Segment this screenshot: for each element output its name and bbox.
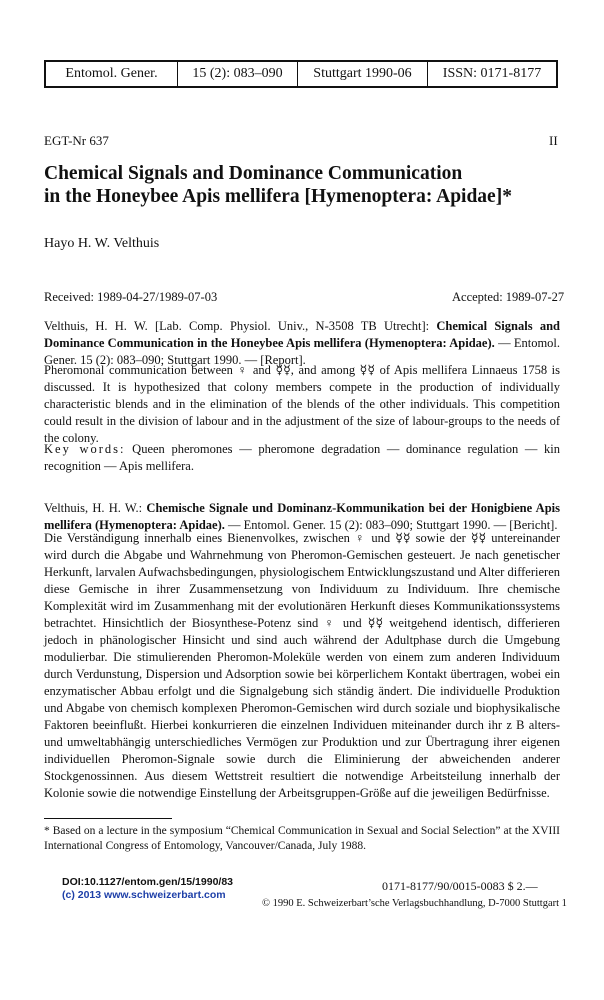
copyright-site-link[interactable]: (c) 2013 www.schweizerbart.com (62, 889, 226, 901)
citation-german (44, 500, 560, 534)
paper-title (44, 162, 564, 208)
publisher-line: © 1990 E. Schweizerbart’sche Verlagsbuchhandlung, D-7000 Stuttgart 1 (262, 898, 567, 909)
keywords (44, 441, 560, 475)
title-line-2: in the Honeybee Apis mellifera [Hymenoptera: Apidae]* (44, 186, 512, 207)
keywords-text: Queen pheromones — pheromone degradation — dominance regulation — kin recognition — Apis mellifera. (44, 442, 560, 473)
doi-link[interactable]: DOI:10.1127/entom.gen/15/1990/83 (62, 876, 234, 888)
journal-header-box (44, 60, 558, 88)
place-date: Stuttgart 1990-06 (298, 62, 428, 86)
footnote: * Based on a lecture in the symposium “Chemical Communication in Sexual and Social Selection” at the XVIII International Congress of Entomology, Vancouver/Canada, July 1988. (44, 825, 560, 852)
keywords-label: Key words: (44, 442, 126, 456)
citation-en-prefix: Velthuis, H. H. W. [Lab. Comp. Physiol. Univ., N-3508 TB Utrecht]: (44, 319, 430, 333)
citation-en-title: Chemical Signals and Dominance Communication in the Honeybee Apis mellifera (Hymenoptera: Apidae). (44, 319, 560, 350)
egt-number: EGT-Nr 637 (44, 133, 109, 148)
section-roman: II (549, 133, 558, 148)
received-date: Received: 1989-04-27/1989-07-03 (44, 290, 218, 304)
citation-en-suffix: — Entomol. Gener. 15 (2): 083–090; Stuttgart 1990. — [Report]. (44, 336, 561, 367)
doi-block (62, 876, 233, 902)
title-line-1: Chemical Signals and Dominance Communication (44, 163, 463, 184)
citation-de-prefix: Velthuis, H. H. W.: (44, 501, 143, 515)
journal-name: Entomol. Gener. (46, 62, 178, 86)
volume-pages: 15 (2): 083–090 (178, 62, 298, 86)
issn-price: 0171-8177/90/0015-0083 $ 2.— (382, 879, 538, 893)
abstract-german: Die Verständigung innerhalb eines Bienenvolkes, zwischen ♀ und ☿☿ sowie der ☿☿ untereinander wird durch die Abgabe und Wahrnehmung von Pheromon-Gemischen gesteuert. Je nach genetischer Herkunft, larvalen Aufwachsbedingungen, physiologischem Entwicklungszustand und Alter differieren diese Gemische in ihrer Zusammensetzung von Individuum zu Individuum. Ihre chemische Komplexität wird im Zusammenhang mit der evolutionären Herkunft dieses Kommunikationssystems betrachtet. Hinsichtlich der Biosynthese-Potenz sind ♀ und ☿☿ weitgehend identisch, differieren jedoch in phänologischer Hinsicht und sind auch während der Adultphase durch die Umgebung modulierbar. Die stimulierenden Pheromon-Moleküle werden von einem zum anderen Individuum durch Verdunstung, Dispersion und Adsorption sowie bei körperlichem Kontakt übertragen, wobei ein enzymatischer Abbau erfolgt und die Signalgebung sich ständig ändert. Die individuelle Produktion und Abgabe von chemisch komplexen Pheromon-Gemischen wird durch soziale und biophysikalische Faktoren beeinflußt. Hierbei konkurrieren die einzelnen Individuen miteinander durch ihr z B alters- und umweltabhängig unterschiedliches Vermögen zur Produktion und zur Übertragung ihrer eigenen individuellen Pheromon-Signale sowie durch die Eliminierung der abweichenden anderer Stockgenossinnen. Aus diesem Wettstreit resultiert die notwendige Arbeitsteilung innerhalb der Kolonie sowie die notwendige Einstellung der Arbeitsgruppen-Größe auf die jeweiligen Bedürfnisse. (44, 531, 560, 800)
abstract-english: Pheromonal communication between ♀ and ☿☿, and among ☿☿ of Apis mellifera Linnaeus 1758 is discussed. It is hypothesized that colony members compete in the production of individually characteristic blends and in the elimination of the blends of the other individuals. This competition could result in the division of labour and in the adjustment of the size of labour-groups to the needs of the colony. (44, 363, 560, 445)
citation-de-suffix: — Entomol. Gener. 15 (2): 083–090; Stuttgart 1990. — [Bericht]. (227, 518, 558, 532)
author: Hayo H. W. Velthuis (44, 236, 160, 251)
accepted-date: Accepted: 1989-07-27 (452, 290, 565, 304)
issn: ISSN: 0171-8177 (442, 66, 542, 81)
footnote-rule (44, 818, 172, 819)
citation-de-title: Chemische Signale und Dominanz-Kommunikation bei der Honigbiene Apis mellifera (Hymenoptera: Apidae). (44, 501, 560, 532)
